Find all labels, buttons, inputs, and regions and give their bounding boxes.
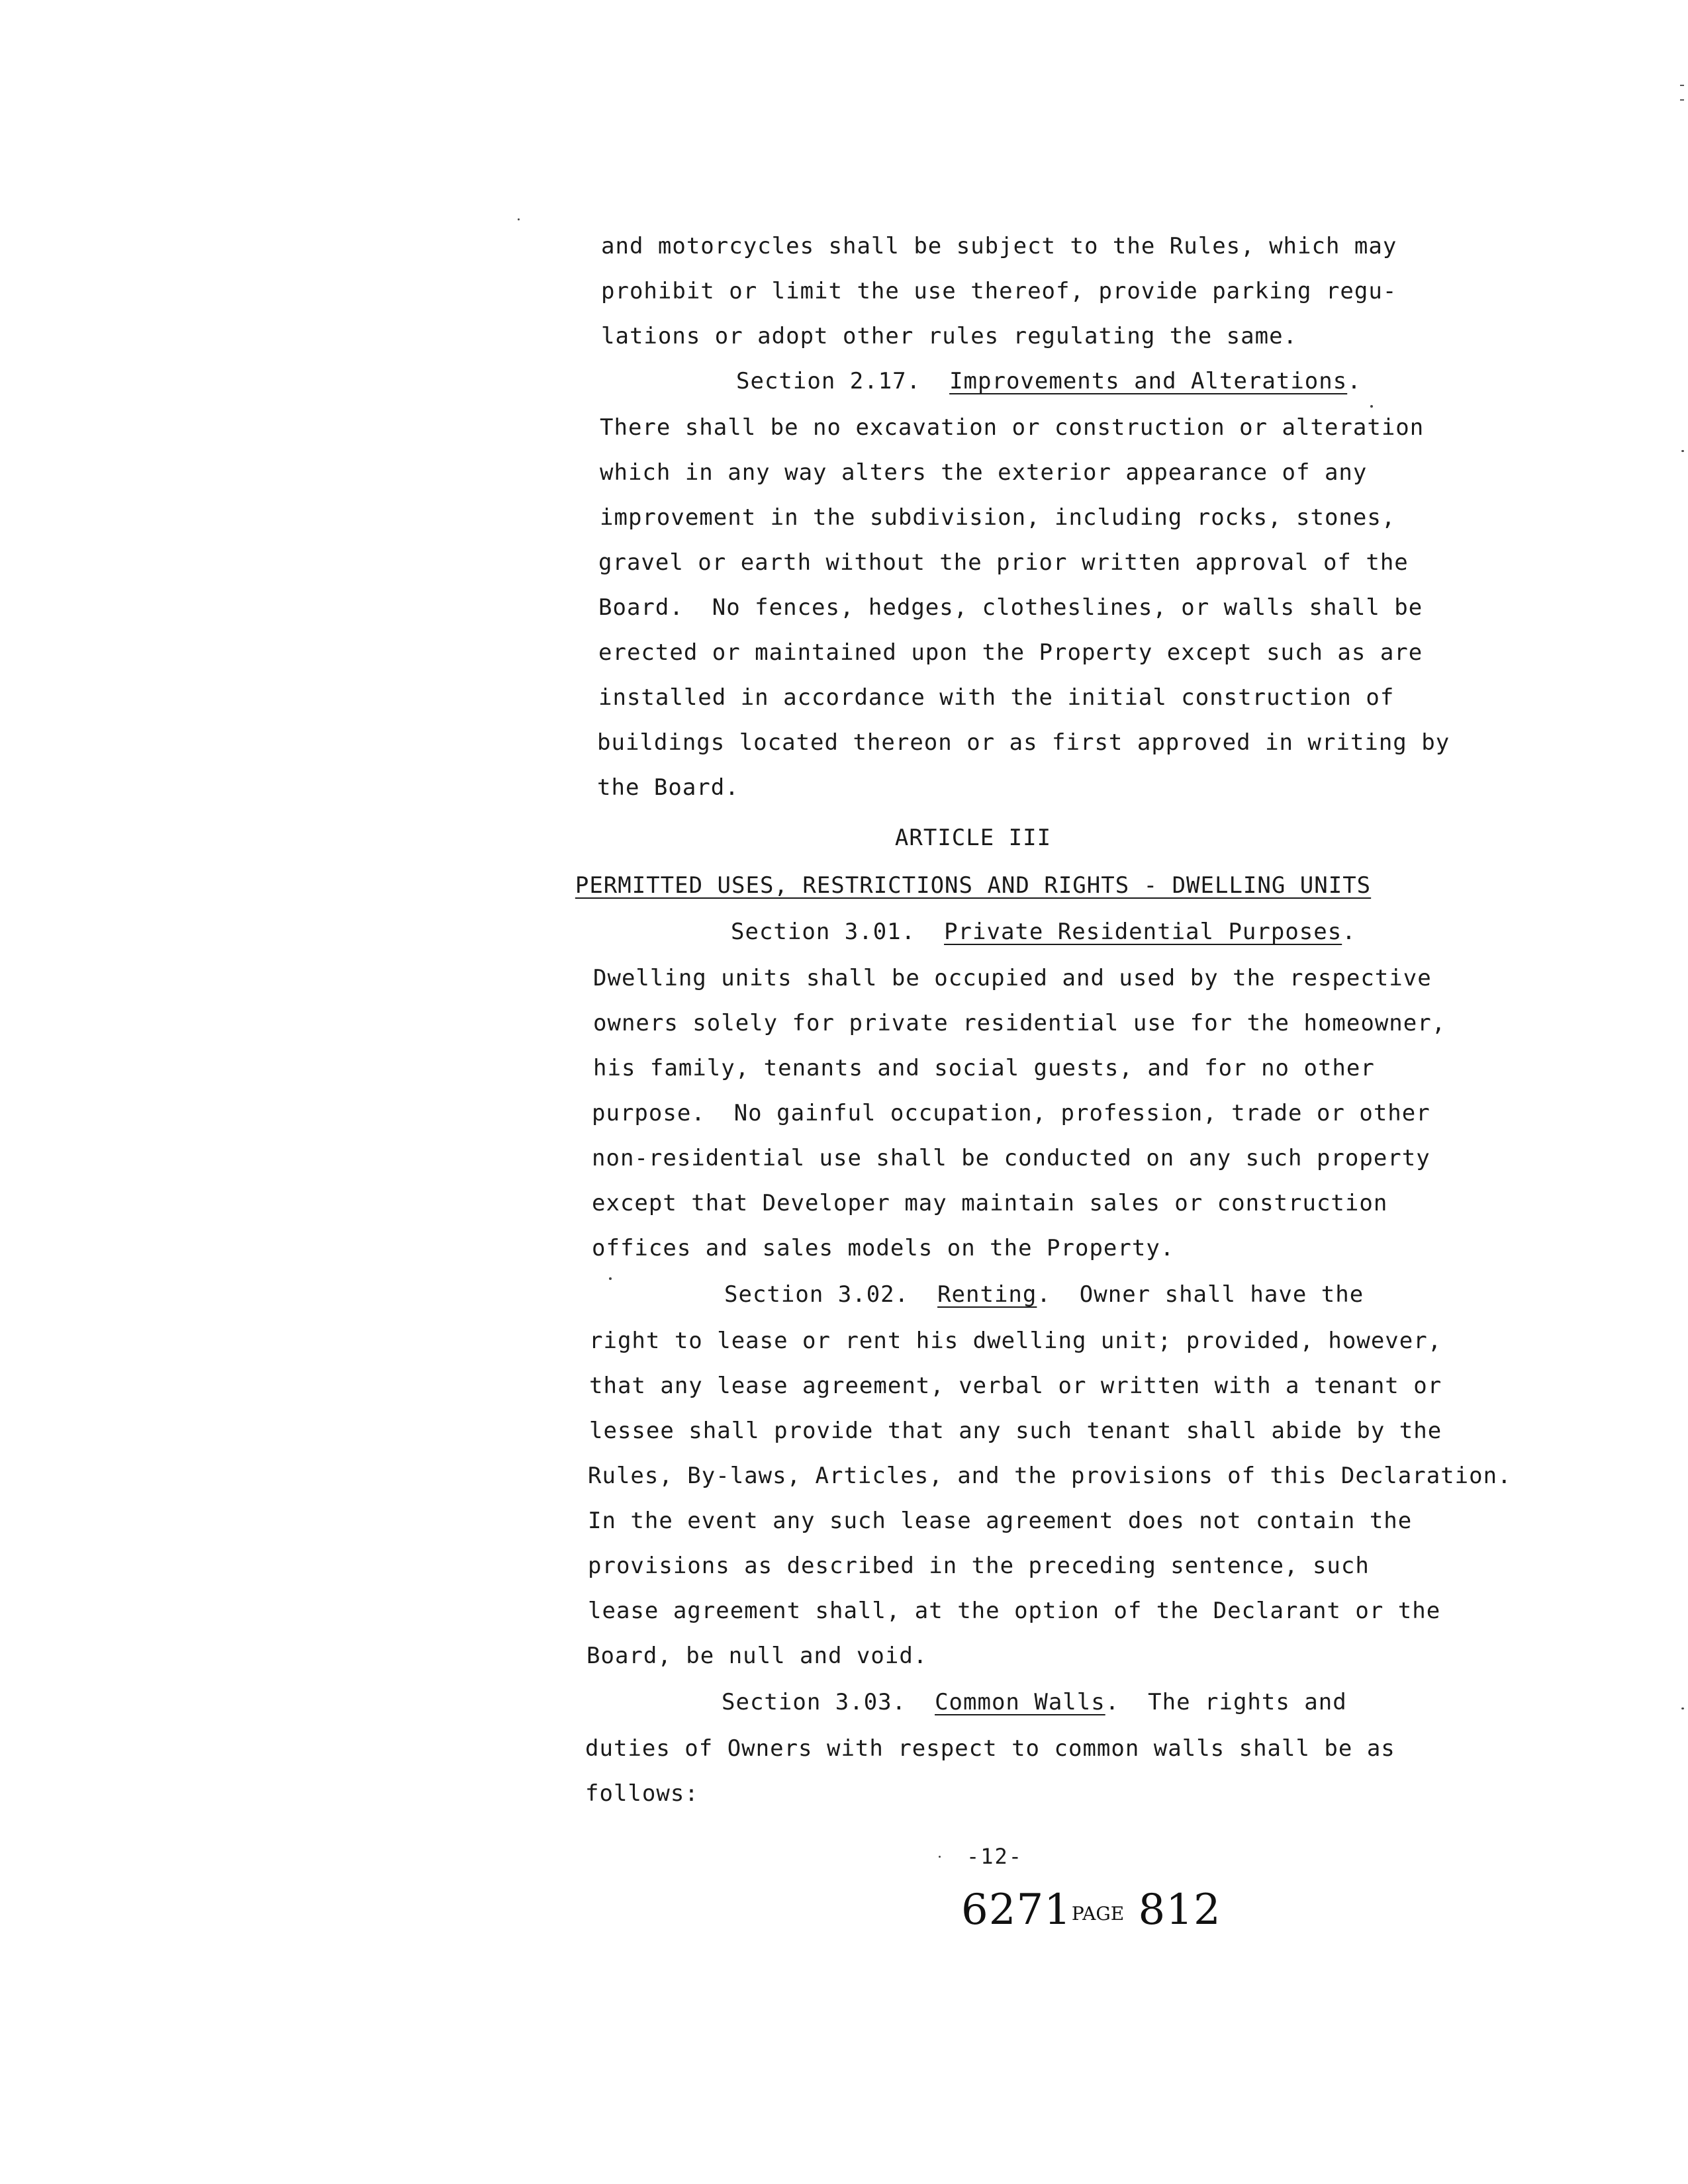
paragraph-line: non-residential use shall be conducted on any such property: [592, 1145, 1430, 1171]
paragraph-line: Rules, By-laws, Articles, and the provisions of this Declaration.: [588, 1463, 1512, 1489]
section-heading: [722, 1689, 1347, 1715]
paragraph-line: buildings located thereon or as first approved in writing by: [597, 729, 1450, 756]
paragraph-line: gravel or earth without the prior written approval of the: [598, 549, 1409, 576]
book-number: 6271: [961, 1886, 1072, 1934]
page-label: PAGE: [1071, 1903, 1125, 1925]
recording-stamp: [961, 1886, 1221, 1938]
section-title: Renting: [937, 1281, 1037, 1308]
paragraph-line: that any lease agreement, verbal or written with a tenant or: [589, 1373, 1442, 1399]
section-number: Section 3.01.: [731, 919, 916, 945]
page-number: -12-: [966, 1844, 1023, 1869]
paragraph-line: lations or adopt other rules regulating the same.: [601, 323, 1298, 349]
section-number: Section 2.17.: [736, 368, 921, 394]
section-text: Owner shall have the: [1079, 1281, 1364, 1308]
paragraph-line: Board, be null and void.: [586, 1643, 928, 1669]
paragraph-line: erected or maintained upon the Property except such as are: [598, 639, 1423, 666]
section-title: Improvements and Alterations: [949, 368, 1348, 394]
paragraph-line: owners solely for private residential use for the homeowner,: [593, 1010, 1446, 1036]
paragraph-line: offices and sales models on the Property.: [592, 1235, 1175, 1261]
paragraph-line: follows:: [585, 1780, 699, 1807]
section-title-period: .: [1347, 368, 1362, 394]
section-heading: [736, 368, 1362, 394]
recording-page-number: 812: [1138, 1886, 1221, 1934]
paragraph-line: except that Developer may maintain sales or construction: [592, 1190, 1388, 1216]
article-title: ARTICLE III: [894, 825, 1052, 851]
section-heading: [724, 1281, 1364, 1308]
scan-speck: [939, 1856, 941, 1858]
paragraph-line: which in any way alters the exterior appearance of any: [600, 459, 1368, 486]
section-heading: [731, 919, 1356, 945]
section-text: The rights and: [1148, 1689, 1347, 1715]
section-title: Common Walls: [935, 1689, 1105, 1715]
paragraph-line: improvement in the subdivision, including rocks, stones,: [600, 504, 1396, 531]
paragraph-line: the Board.: [597, 774, 739, 801]
paragraph-line: Board. No fences, hedges, clotheslines, or walls shall be: [598, 594, 1423, 621]
scan-speck: [518, 218, 520, 220]
paragraph-line: Dwelling units shall be occupied and used by the respective: [593, 965, 1432, 991]
paragraph-line: lessee shall provide that any such tenant shall abide by the: [589, 1418, 1442, 1444]
article-subtitle: PERMITTED USES, RESTRICTIONS AND RIGHTS - DWELLING UNITS: [575, 872, 1372, 899]
scan-edge-mark: [1680, 85, 1684, 86]
section-title: Private Residential Purposes: [944, 919, 1342, 945]
paragraph-line: purpose. No gainful occupation, profession, trade or other: [592, 1100, 1430, 1126]
scan-speck: [1681, 1707, 1684, 1709]
paragraph-line: installed in accordance with the initial construction of: [598, 684, 1395, 711]
section-number: Section 3.02.: [724, 1281, 910, 1308]
paragraph-line: and motorcycles shall be subject to the Rules, which may: [601, 233, 1397, 259]
section-title-period: .: [1342, 919, 1356, 945]
scan-speck: [609, 1277, 612, 1280]
paragraph-line: provisions as described in the preceding sentence, such: [588, 1553, 1370, 1579]
scan-speck: [1681, 450, 1684, 452]
paragraph-line: There shall be no excavation or construction or alteration: [600, 414, 1425, 441]
paragraph-line: prohibit or limit the use thereof, provide parking regu-: [601, 278, 1397, 304]
section-title-period: .: [1037, 1281, 1051, 1308]
paragraph-line: lease agreement shall, at the option of the Declarant or the: [588, 1598, 1441, 1624]
paragraph-line: In the event any such lease agreement does not contain the: [588, 1508, 1413, 1534]
scan-speck: [1370, 405, 1373, 408]
paragraph-line: duties of Owners with respect to common walls shall be as: [585, 1735, 1395, 1762]
scan-edge-mark: [1680, 99, 1684, 101]
paragraph-line: right to lease or rent his dwelling unit; provided, however,: [589, 1328, 1442, 1354]
paragraph-line: his family, tenants and social guests, and for no other: [593, 1055, 1375, 1081]
section-title-period: .: [1105, 1689, 1120, 1715]
section-number: Section 3.03.: [722, 1689, 907, 1715]
